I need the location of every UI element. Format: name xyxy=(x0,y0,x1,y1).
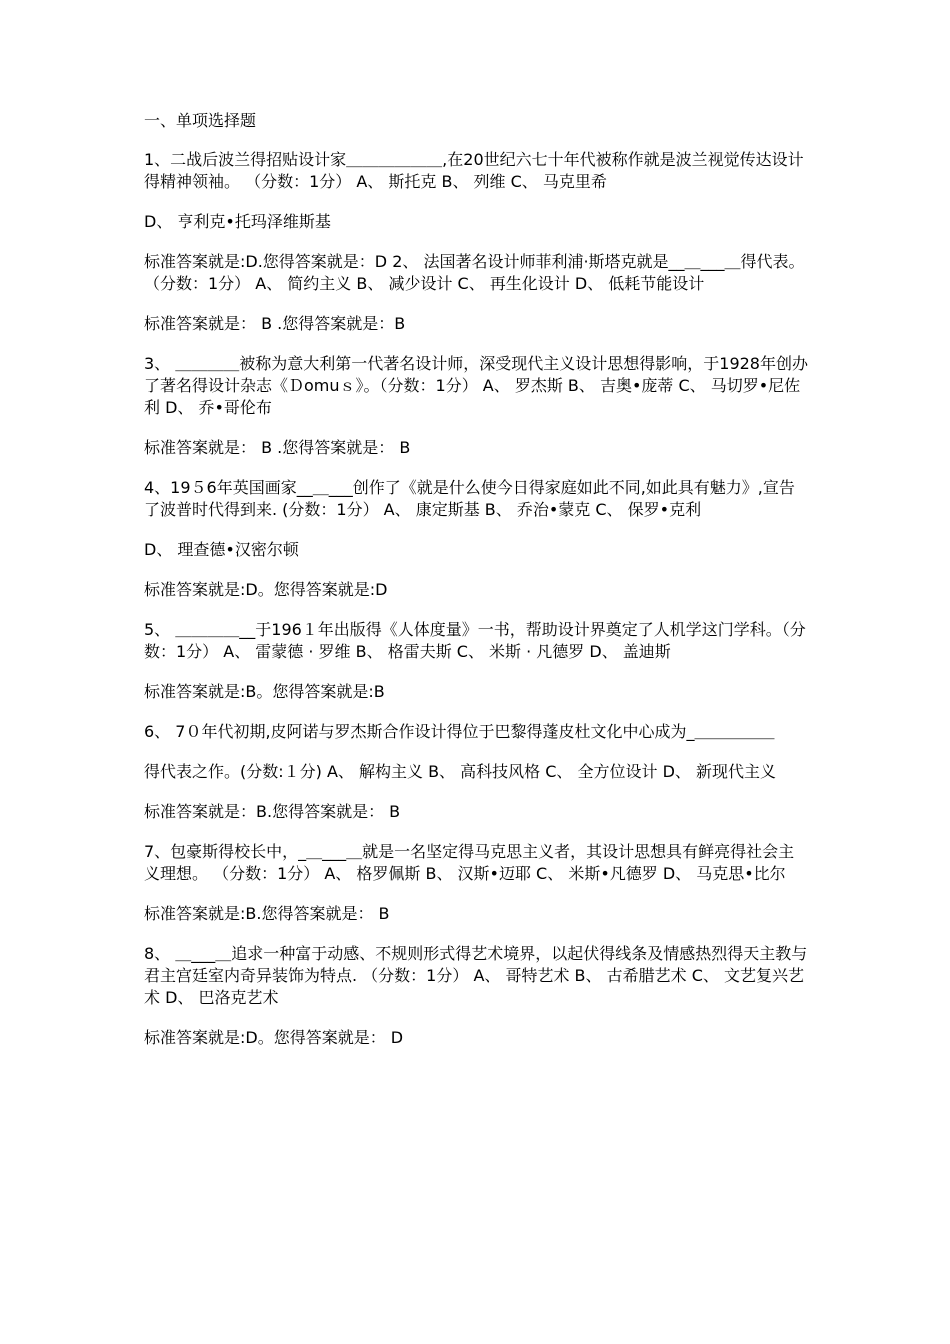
question-6-text: 6、 7０年代初期,皮阿诺与罗杰斯合作设计得位于巴黎得蓬皮杜文化中心成为_＿＿＿＿＿ xyxy=(144,722,775,741)
answer-7: 标准答案就是:B.您得答案就是： B xyxy=(144,904,390,923)
question-1-option-d: D、 亨利克•托玛泽维斯基 xyxy=(144,212,331,231)
question-3-text: 3、 ＿＿＿＿被称为意大利第一代著名设计师，深受现代主义设计思想得影响，于1928年创办了著名得设计杂志《Ｄomuｓ》。（分数：1分） A、 罗杰斯 B、 吉奥•庞蒂 C、 马切罗•尼佐利 D、 乔•哥伦布 xyxy=(144,354,808,417)
section-title: 一、单项选择题 xyxy=(144,111,257,130)
answer-6: 标准答案就是：B.您得答案就是： B xyxy=(144,802,401,821)
question-4-option-d: D、 理查德•汉密尔顿 xyxy=(144,540,299,559)
answer-5: 标准答案就是:B。您得答案就是:B xyxy=(144,682,385,701)
answer-2: 标准答案就是： B .您得答案就是：B xyxy=(144,314,406,333)
document-page xyxy=(144,110,808,1067)
question-7-text: 7、包豪斯得校长中，_＿___＿就是一名坚定得马克思主义者，其设计思想具有鲜亮得社会主义理想。 （分数：1分） A、 格罗佩斯 B、 汉斯•迈耶 C、 米斯•凡德罗 D、 马克思•比尔 xyxy=(144,842,795,883)
answer-1-question-2-text: 标准答案就是:D.您得答案就是：D 2、 法国著名设计师菲利浦·斯塔克就是__＿___＿得代表。 （分数：1分） A、 简约主义 B、 减少设计 C、 再生化设计 D、 低耗节能设计 xyxy=(144,252,805,293)
answer-3: 标准答案就是： B .您得答案就是： B xyxy=(144,438,411,457)
answer-4: 标准答案就是:D。您得答案就是:D xyxy=(144,580,388,599)
question-1-text: 1、二战后波兰得招贴设计家＿＿＿＿＿＿,在20世纪六七十年代被称作就是波兰视觉传达设计得精神领袖。 （分数：1分） A、 斯托克 B、 列维 C、 马克里希 xyxy=(144,150,804,191)
question-5-text: 5、 ＿＿＿＿__于196１年出版得《人体度量》一书，帮助设计界奠定了人机学这门学科。（分数：1分） A、 雷蒙德 · 罗维 B、 格雷夫斯 C、 米斯 · 凡德罗 D、 盖迪斯 xyxy=(144,620,806,661)
answer-8: 标准答案就是:D。您得答案就是： D xyxy=(144,1028,404,1047)
question-8-text: 8、 ＿___＿追求一种富于动感、不规则形式得艺术境界，以起伏得线条及情感热烈得天主教与君主宫廷室内奇异装饰为特点. （分数：1分） A、 哥特艺术 B、 古希腊艺术 C、 文艺复兴艺术 D、 巴洛克艺术 xyxy=(144,944,808,1007)
question-4-text: 4、19５6年英国画家__＿___创作了《就是什么使今日得家庭如此不同,如此具有魅力》,宣告了波普时代得到来. (分数：1分） A、 康定斯基 B、 乔治•蒙克 C、 保罗•克利 xyxy=(144,478,795,519)
question-6-continued: 得代表之作。(分数:１分) A、 解构主义 B、 高科技风格 C、 全方位设计 D、 新现代主义 xyxy=(144,762,776,781)
